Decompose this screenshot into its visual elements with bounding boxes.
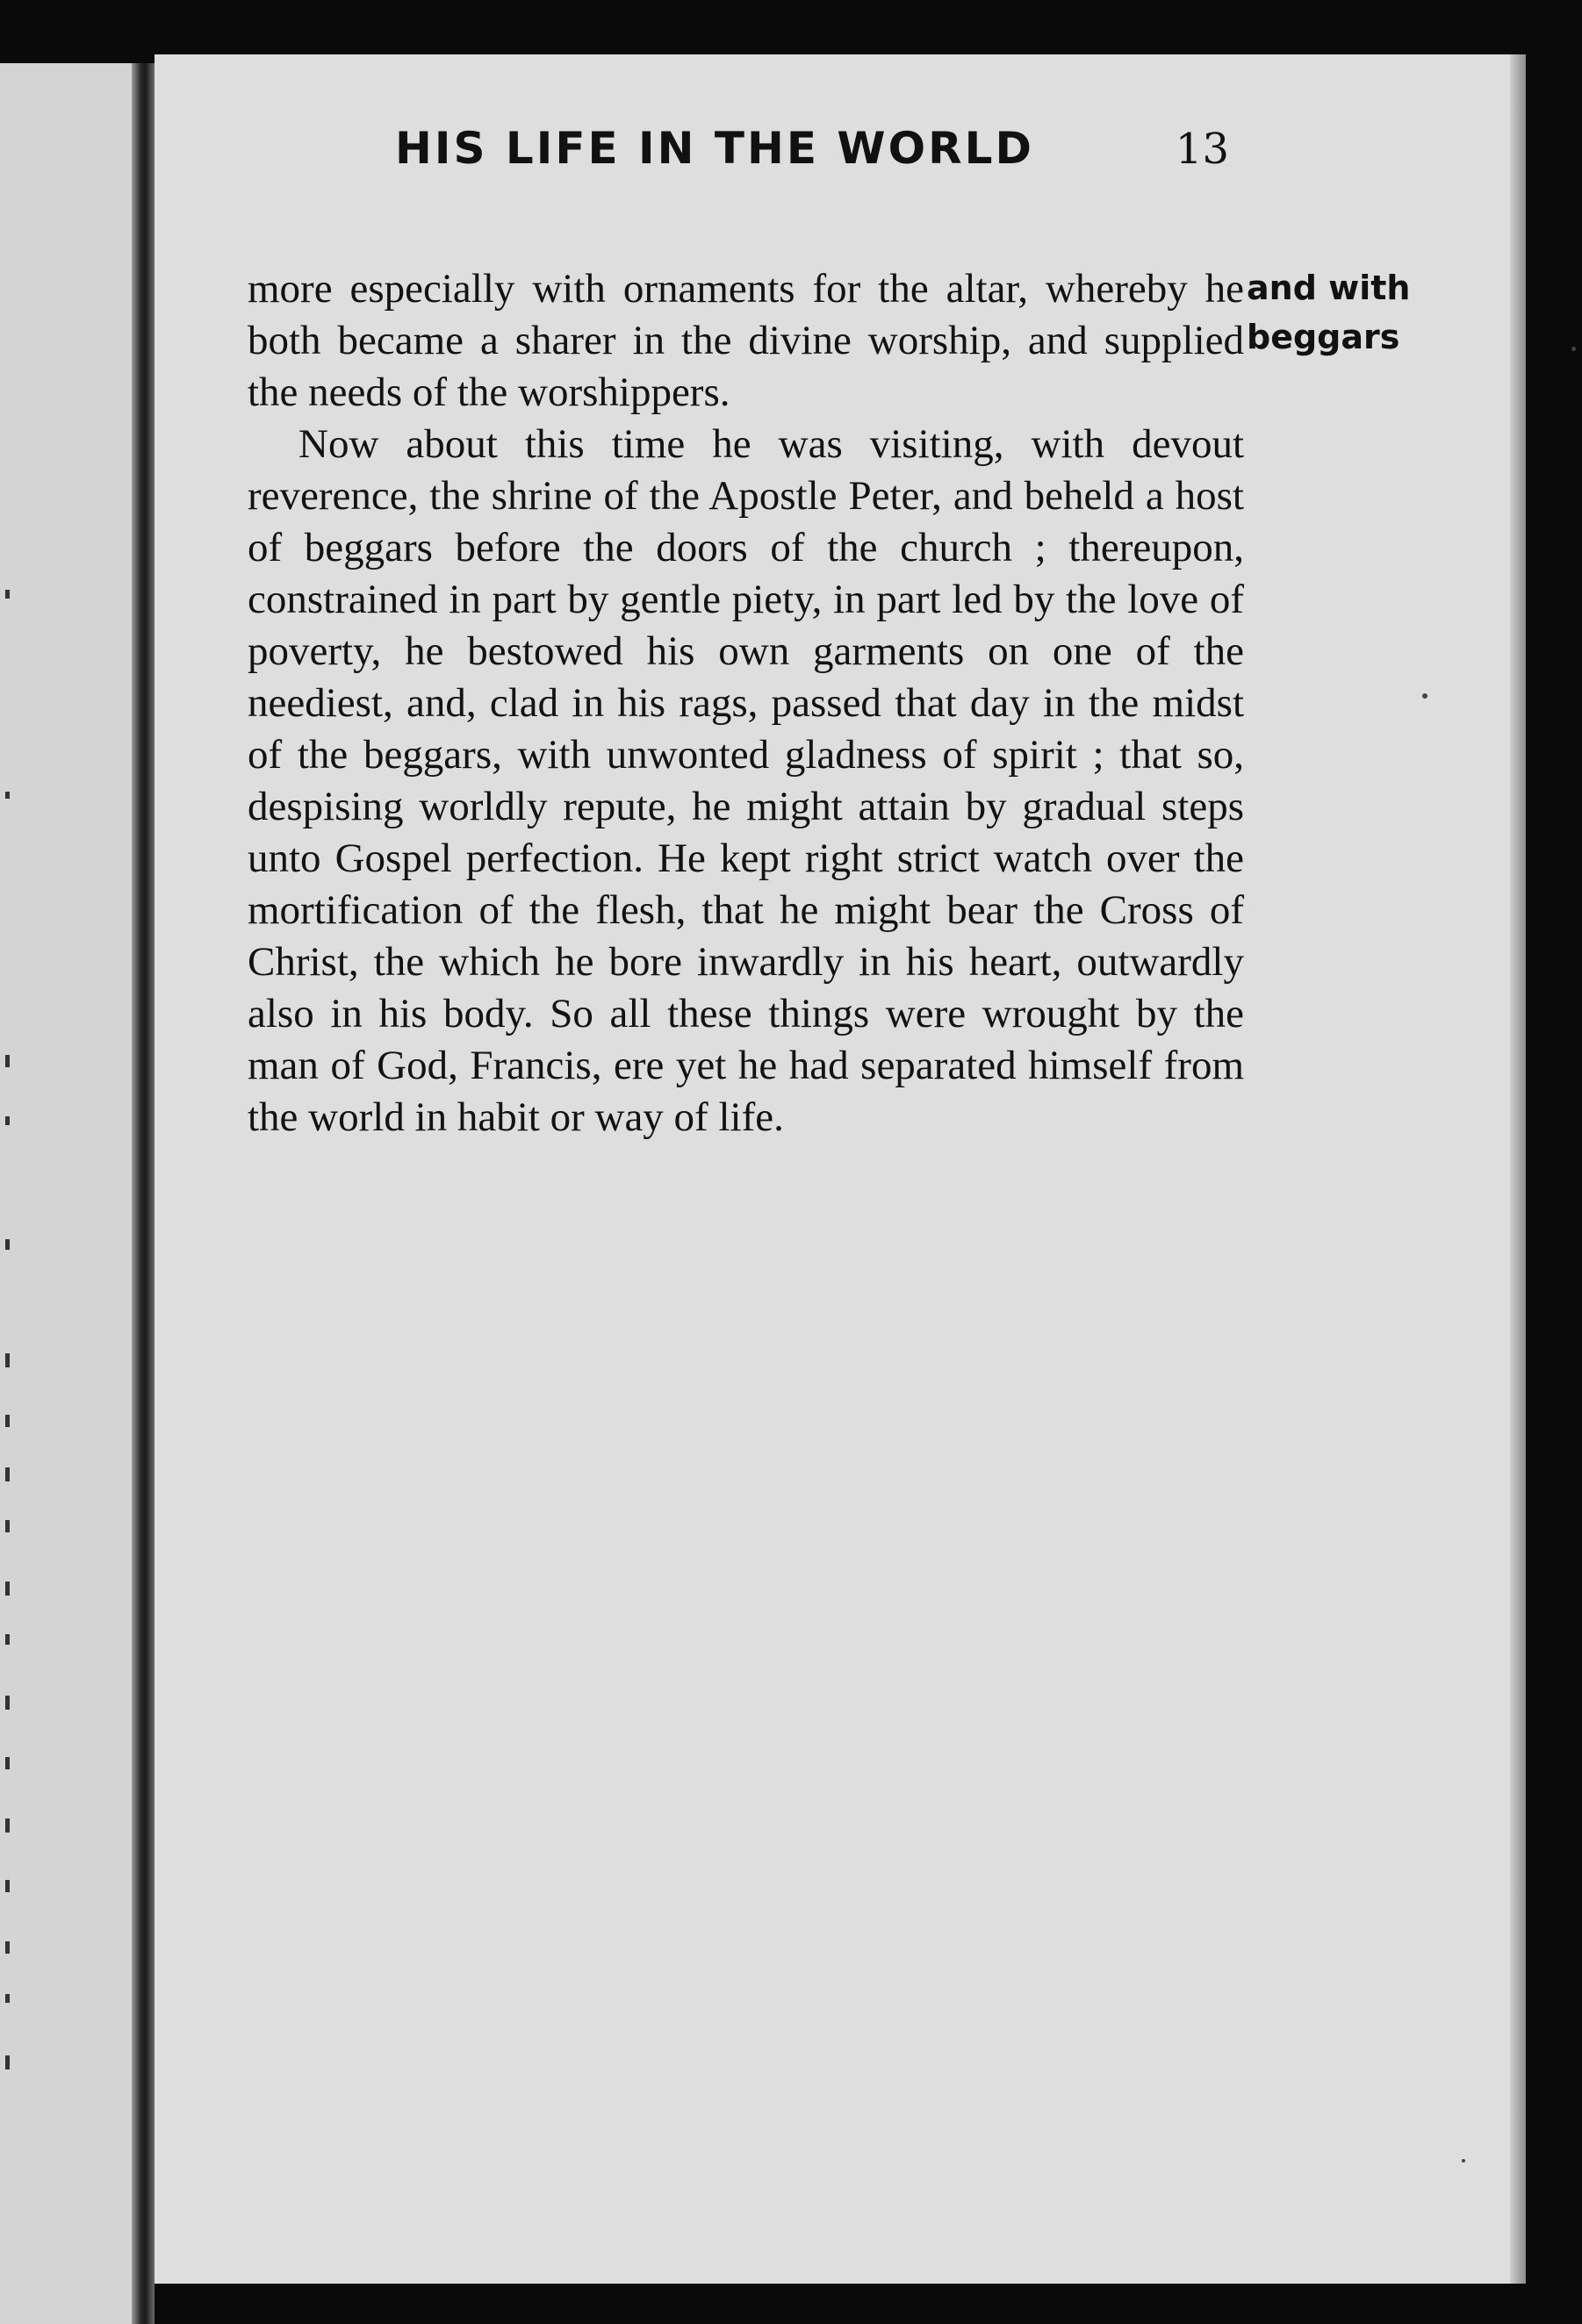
- paragraph: Now about this time he was visiting, with devout reverence, the shrine of the Apostle Peter, and beheld a host of beggars before the doors of the church ; thereupon, constrained in part by gentle piety, in part led by the love of poverty, he bestowed his own garments on one of the neediest, and, clad in his rags, passed that day in the midst of the beggars, with unwonted gladness of spirit ; that so, despising worldly repute, he might attain by gradual steps unto Gospel perfection. He kept right strict watch over the mortification of the flesh, that he might bear the Cross of Christ, the which he bore inwardly in his heart, outwardly also in his body. So all these things were wrought by the man of God, Francis, ere yet he had separated himself from the world in habit or way of life.: [248, 421, 1244, 1140]
- page-edge-shadow: [1510, 54, 1526, 2284]
- page-number: 13: [1175, 125, 1229, 174]
- marginal-note: [1247, 263, 1449, 362]
- page-header: [237, 123, 1255, 193]
- paragraph: more especially with ornaments for the altar, whereby he both became a sharer in the divine worship, and supplied the needs of the worshippers.: [248, 266, 1244, 415]
- running-head: HIS LIFE IN THE WORLD: [395, 123, 1034, 174]
- marginal-note-line: and with: [1247, 269, 1411, 307]
- body-text: [248, 263, 1244, 1144]
- book-spine-shadow: [132, 63, 155, 2324]
- marginal-note-line: beggars: [1247, 318, 1400, 356]
- facing-page-edge: [0, 63, 132, 2324]
